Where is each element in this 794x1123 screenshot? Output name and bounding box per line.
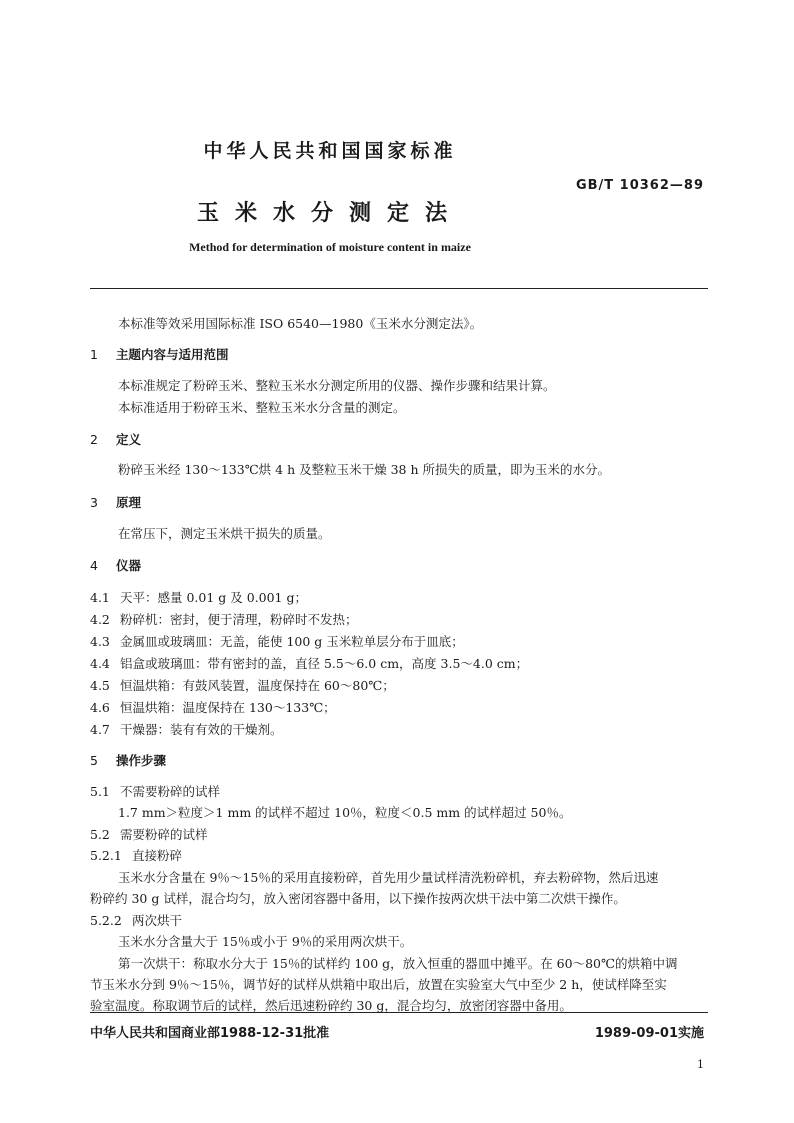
subsection-number: 5.2.2: [90, 913, 122, 928]
item-number: 4.4: [90, 656, 110, 671]
subsection-5-2-1-paragraph: 粉碎约 30 g 试样，混合均匀，放入密闭容器中备用，以下操作按两次烘干法中第二次烘干操作。: [90, 891, 626, 906]
approval-statement: 中华人民共和国商业部1988-12-31批准: [90, 1026, 330, 1041]
effective-date: 1989-09-01实施: [594, 1026, 704, 1041]
subsection-5-1-paragraph: 1.7 mm＞粒度＞1 mm 的试样不超过 10％，粒度＜0.5 mm 的试样超过 50％。: [118, 805, 572, 820]
subsection-5-2-2-paragraph: 第一次烘干：称取水分大于 15％的试样约 100 g，放入恒重的器皿中摊平。在 60～80℃的烘箱中调: [118, 956, 678, 971]
section-5-heading: [90, 751, 166, 769]
subsection-title: 需要粉碎的试样: [120, 827, 208, 842]
subsection-5-1-heading: [90, 782, 220, 800]
subsection-5-2-2-paragraph: 玉米水分含量大于 15％或小于 9％的采用两次烘干。: [118, 934, 413, 949]
subsection-5-2-1-paragraph: 玉米水分含量在 9％～15％的采用直接粉碎，首先用少量试样清洗粉碎机，弃去粉碎物，然后迅速: [118, 870, 659, 885]
section-4-heading: [90, 556, 141, 574]
item-text: 金属皿或玻璃皿：无盖，能使 100 g 玉米粒单层分布于皿底；: [120, 634, 464, 649]
item-text: 铝盒或玻璃皿：带有密封的盖，直径 5.5～6.0 cm，高度 3.5～4.0 cm；: [120, 656, 529, 671]
section-number: 3: [90, 495, 98, 510]
footer-divider: [90, 1012, 708, 1013]
section-title: 仪器: [116, 558, 142, 573]
item-text: 恒温烘箱：有鼓风装置，温度保持在 60～80℃；: [120, 678, 395, 693]
section-1-paragraph: 本标准适用于粉碎玉米、整粒玉米水分含量的测定。: [118, 400, 406, 415]
instrument-item: [90, 632, 464, 650]
item-text: 恒温烘箱：温度保持在 130～133℃；: [120, 700, 336, 715]
subsection-5-2-2-paragraph: 验室温度。称取调节后的试样，然后迅速粉碎约 30 g，混合均匀，放密闭容器中备用。: [90, 998, 572, 1013]
section-1-paragraph: 本标准规定了粉碎玉米、整粒玉米水分测定所用的仪器、操作步骤和结果计算。: [118, 378, 556, 393]
instrument-item: [90, 588, 307, 606]
subsection-5-2-2-heading: [90, 911, 182, 929]
section-2-heading: [90, 430, 141, 448]
section-title: 操作步骤: [116, 753, 167, 768]
instrument-item: [90, 698, 336, 716]
item-number: 4.2: [90, 612, 110, 627]
instrument-item: [90, 654, 528, 672]
header-divider: [90, 288, 708, 289]
subsection-title: 不需要粉碎的试样: [120, 784, 221, 799]
subsection-5-2-1-heading: [90, 846, 182, 864]
instrument-item: [90, 676, 395, 694]
subsection-5-2-2-paragraph: 节玉米水分到 9％～15％，调节好的试样从烘箱中取出后，放置在实验室大气中至少 2 h，使试样降至实: [90, 977, 667, 992]
page-number: 1: [697, 1058, 704, 1071]
subsection-number: 5.1: [90, 784, 110, 799]
section-number: 5: [90, 753, 98, 768]
item-text: 粉碎机：密封，便于清理，粉碎时不发热；: [120, 612, 358, 627]
section-number: 2: [90, 432, 98, 447]
item-text: 干燥器：装有有效的干燥剂。: [120, 722, 283, 737]
subsection-title: 两次烘干: [132, 913, 183, 928]
document-title-en: Method for determination of moisture content in maize: [189, 240, 471, 254]
section-3-paragraph: 在常压下，测定玉米烘干损失的质量。: [118, 526, 331, 541]
subsection-number: 5.2.1: [90, 848, 122, 863]
item-text: 天平：感量 0.01 g 及 0.001 g；: [120, 590, 307, 605]
subsection-5-2-heading: [90, 825, 208, 843]
instrument-item: [90, 610, 358, 628]
section-number: 4: [90, 558, 98, 573]
section-3-heading: [90, 493, 141, 511]
document-title-cn: 玉米水分测定法: [196, 201, 463, 226]
standard-number: GB/T 10362—89: [575, 178, 704, 193]
section-2-paragraph: 粉碎玉米经 130～133℃烘 4 h 及整粒玉米干燥 38 h 所损失的质量，即为玉米的水分。: [118, 462, 610, 477]
national-standard-heading: 中华人民共和国国家标准: [203, 140, 457, 162]
section-1-heading: [90, 345, 229, 363]
section-title: 原理: [116, 495, 142, 510]
section-title: 定义: [116, 432, 142, 447]
intro-paragraph: 本标准等效采用国际标准 ISO 6540—1980《玉米水分测定法》。: [118, 316, 483, 331]
subsection-number: 5.2: [90, 827, 110, 842]
item-number: 4.3: [90, 634, 110, 649]
section-number: 1: [90, 347, 98, 362]
instrument-item: [90, 720, 283, 738]
item-number: 4.1: [90, 590, 110, 605]
subsection-title: 直接粉碎: [132, 848, 183, 863]
section-title: 主题内容与适用范围: [116, 347, 229, 362]
item-number: 4.5: [90, 678, 110, 693]
item-number: 4.6: [90, 700, 110, 715]
item-number: 4.7: [90, 722, 110, 737]
